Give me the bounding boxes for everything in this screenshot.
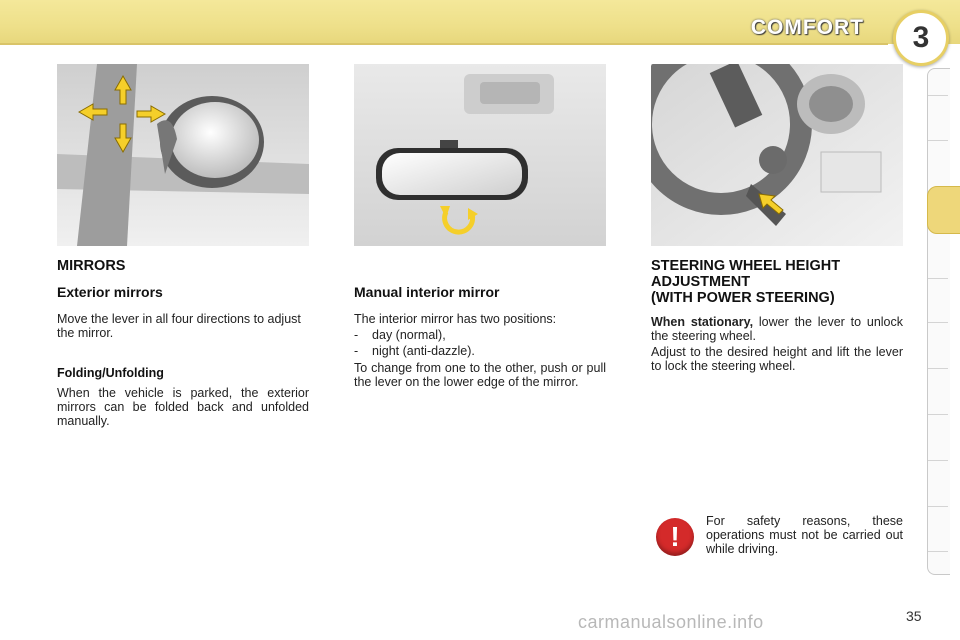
tab-divider xyxy=(928,368,948,369)
unlock-rest: lower the lever to unlock the steering wheel. xyxy=(651,315,903,343)
chapter-tab-active[interactable] xyxy=(927,186,960,234)
exterior-mirror-illustration xyxy=(57,64,309,246)
page-number: 35 xyxy=(906,608,922,624)
chapter-number-badge: 3 xyxy=(893,10,949,66)
steering-lever-illustration xyxy=(651,64,903,246)
tab-divider xyxy=(928,278,948,279)
subheading-interior-mirror: Manual interior mirror xyxy=(354,284,500,300)
steering-heading-line: (WITH POWER STEERING) xyxy=(651,290,835,306)
subheading-folding: Folding/Unfolding xyxy=(57,366,164,380)
tab-divider xyxy=(928,414,948,415)
list-item-night: - night (anti-dazzle). xyxy=(354,344,475,358)
tab-divider xyxy=(928,322,948,323)
tab-divider xyxy=(928,460,948,461)
steering-heading-line: STEERING WHEEL HEIGHT xyxy=(651,258,841,274)
interior-mirror-text: To change from one to the other, push or pull the lever on the lower edge of the mirror. xyxy=(354,361,606,389)
safety-warning-text: For safety reasons, these operations must not be carried out while driving. xyxy=(706,514,903,556)
watermark: carmanualsonline.info xyxy=(578,612,764,632)
tab-divider xyxy=(928,95,948,96)
exclamation-warning-icon: ! xyxy=(656,518,694,556)
steering-lock-text: Adjust to the desired height and lift the lever to lock the steering wheel. xyxy=(651,345,903,373)
interior-mirror-illustration xyxy=(354,64,606,246)
steering-heading-line: ADJUSTMENT xyxy=(651,274,751,290)
interior-mirror-intro: The interior mirror has two positions: xyxy=(354,312,557,326)
subheading-exterior-mirrors: Exterior mirrors xyxy=(57,284,163,300)
bold-lead: When stationary, xyxy=(651,315,754,329)
tab-divider xyxy=(928,551,948,552)
list-item-day: - day (normal), xyxy=(354,328,446,342)
header-rule xyxy=(0,43,888,45)
folding-text: When the vehicle is parked, the exterior mirrors can be folded back and unfolded manually. xyxy=(57,386,309,428)
exterior-mirrors-text: Move the lever in all four directions to adjust the mirror. xyxy=(57,312,301,340)
tab-divider xyxy=(928,140,948,141)
section-title-mirrors: MIRRORS xyxy=(57,258,126,274)
tab-divider xyxy=(928,506,948,507)
chapter-title: COMFORT xyxy=(750,16,864,39)
steering-unlock-text xyxy=(651,315,903,343)
steering-heading xyxy=(651,258,840,306)
